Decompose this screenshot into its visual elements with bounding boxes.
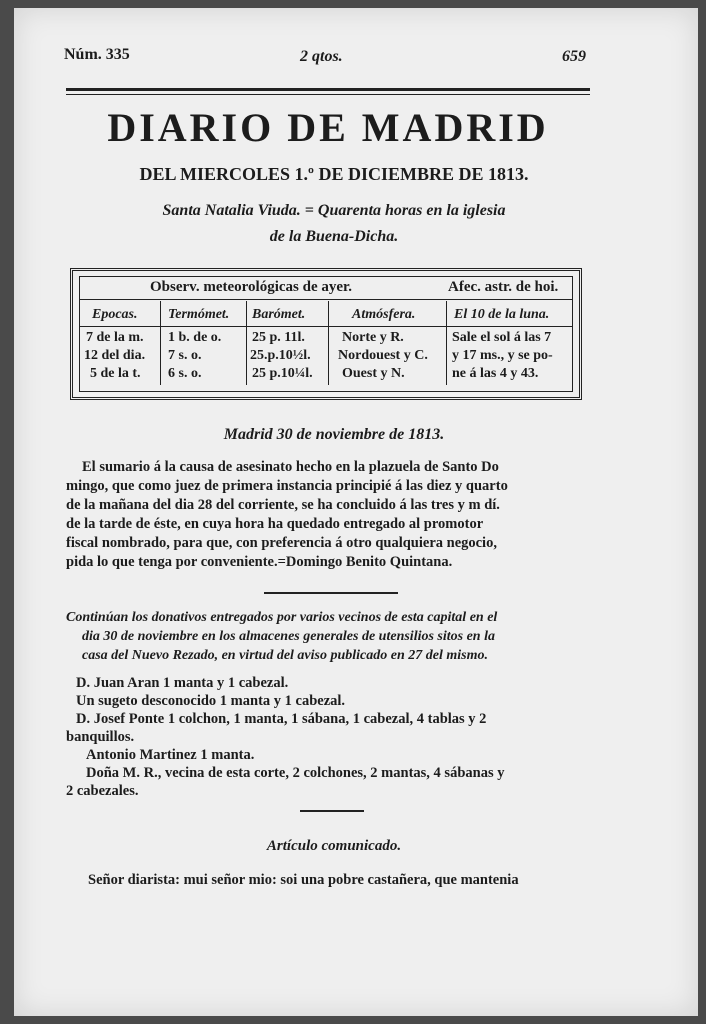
article-place-date: Madrid 30 de noviembre de 1813. <box>223 426 445 443</box>
table-col-rule <box>80 326 572 327</box>
article-first-line: Señor diarista: mui señor mio: soi una pobre castañera, que mantenia <box>88 872 519 888</box>
saint-line-1: Santa Natalia Viuda. = Quarenta horas en la iglesia <box>162 202 506 219</box>
text-line: casa del Nuevo Rezado, en virtud del aviso publicado en 27 del mismo. <box>82 648 488 663</box>
dateline: DEL MIERCOLES 1.º DE DICIEMBRE DE 1813. <box>139 164 529 184</box>
cell: 25 p.10¼l. <box>252 366 313 381</box>
cell: Ouest y N. <box>342 366 405 381</box>
newspaper-page <box>14 8 698 1016</box>
saint-line-2: de la Buena-Dicha. <box>269 228 399 245</box>
astro-line: y 17 ms., y se po- <box>452 348 553 363</box>
astro-heading: Afec. astr. de hoi. <box>448 279 559 295</box>
col-barometro: Barómet. <box>252 307 306 322</box>
list-item: Doña M. R., vecina de esta corte, 2 colchones, 2 mantas, 4 sábanas y <box>86 765 505 781</box>
list-item: 2 cabezales. <box>66 783 139 799</box>
text-line: de la mañana del dia 28 del corriente, se ha concluido á las tres y m dí. <box>66 497 500 513</box>
table-vrule <box>446 301 447 385</box>
header-rule-top <box>66 88 590 91</box>
donations-intro <box>66 608 594 665</box>
weather-table-frame <box>79 276 573 392</box>
header-rule-bottom <box>66 94 590 95</box>
list-item: Un sugeto desconocido 1 manta y 1 cabezal. <box>76 693 346 709</box>
cell: Norte y R. <box>342 330 404 345</box>
cell: 12 del dia. <box>84 348 146 363</box>
table-vrule <box>328 301 329 385</box>
weather-table <box>70 268 582 400</box>
cell: 1 b. de o. <box>168 330 222 345</box>
cell: 7 s. o. <box>168 348 202 363</box>
cell: 5 de la t. <box>90 366 141 381</box>
text-line: Continúan los donativos entregados por varios vecinos de esta capital en el <box>66 610 498 625</box>
price: 2 qtos. <box>300 48 343 65</box>
article-text <box>66 458 594 572</box>
text-line: mingo, que como juez de primera instancia principié á las diez y quarto <box>66 478 508 494</box>
astro-line: Sale el sol á las 7 <box>452 330 552 345</box>
weather-heading: Observ. meteorológicas de ayer. <box>150 279 353 295</box>
issue-number: Núm. 335 <box>64 46 130 63</box>
text-line: El sumario á la causa de asesinato hecho en la plazuela de Santo Do <box>82 459 499 475</box>
article-heading: Artículo comunicado. <box>266 838 402 854</box>
text-line: de la tarde de éste, en cuya hora ha quedado entregado al promotor <box>66 516 484 532</box>
table-vrule <box>246 301 247 385</box>
section-separator <box>264 592 398 594</box>
text-line: pida lo que tenga por conveniente.=Domingo Benito Quintana. <box>66 554 453 570</box>
col-luna: El 10 de la luna. <box>454 307 550 322</box>
donations-list <box>66 674 594 800</box>
section-separator <box>300 810 364 812</box>
cell: 7 de la m. <box>86 330 144 345</box>
table-vrule <box>160 301 161 385</box>
text-line: dia 30 de noviembre en los almacenes generales de utensilios sitos en la <box>82 629 495 644</box>
text-line: fiscal nombrado, para que, con preferencia á otro qualquiera negocio, <box>66 535 497 551</box>
cell: 6 s. o. <box>168 366 202 381</box>
col-termometro: Termómet. <box>168 307 230 322</box>
list-item: banquillos. <box>66 729 135 745</box>
col-atmosfera: Atmósfera. <box>352 307 416 322</box>
cell: 25 p. 11l. <box>252 330 305 345</box>
list-item: D. Josef Ponte 1 colchon, 1 manta, 1 sábana, 1 cabezal, 4 tablas y 2 <box>76 711 487 727</box>
col-epocas: Epocas. <box>92 307 138 322</box>
masthead-title: DIARIO DE MADRID <box>107 105 549 150</box>
cell: 25.p.10½l. <box>250 348 311 363</box>
list-item: Antonio Martinez 1 manta. <box>86 747 255 763</box>
astro-line: ne á las 4 y 43. <box>452 366 539 381</box>
list-item: D. Juan Aran 1 manta y 1 cabezal. <box>76 675 289 691</box>
table-hrule <box>80 299 572 300</box>
page-number: 659 <box>562 48 586 65</box>
cell: Nordouest y C. <box>338 348 428 363</box>
